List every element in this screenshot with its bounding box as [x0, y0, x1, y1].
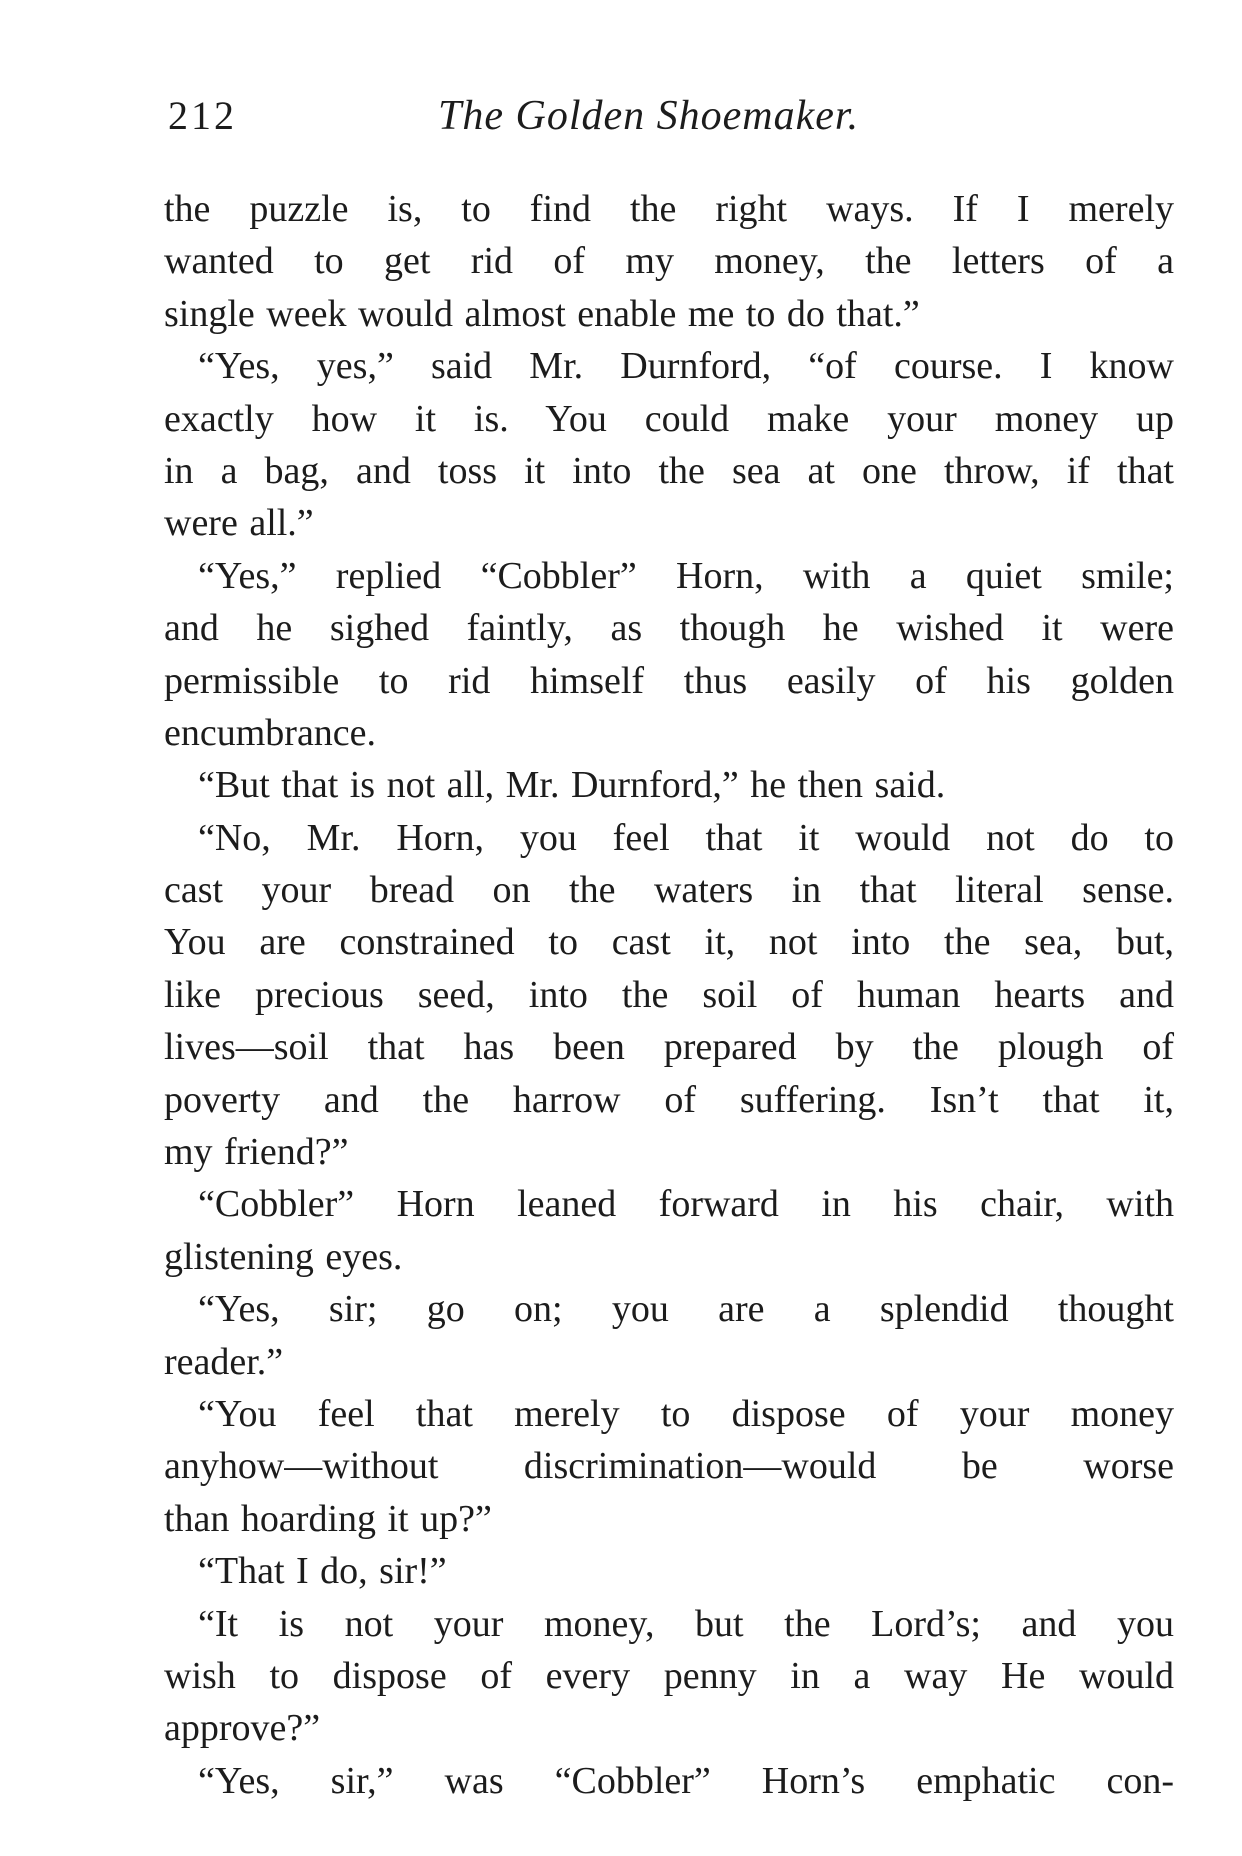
text-line: wanted to get rid of my money, the letters of a — [164, 240, 1174, 283]
text-line: “That I do, sir!” — [198, 1550, 447, 1593]
text-line: in a bag, and toss it into the sea at one throw, if that — [164, 449, 1174, 492]
page-header — [168, 92, 1168, 152]
text-line: lives—soil that has been prepared by the plough of — [164, 1026, 1174, 1069]
text-line: approve?” — [164, 1707, 321, 1750]
text-line: cast your bread on the waters in that literal sense. — [164, 869, 1174, 912]
text-line: single week would almost enable me to do that.” — [164, 292, 920, 335]
text-line: reader.” — [164, 1340, 284, 1383]
text-line: glistening eyes. — [164, 1235, 403, 1278]
text-line: exactly how it is. You could make your money up — [164, 397, 1174, 440]
text-line: like precious seed, into the soil of human hearts and — [164, 973, 1174, 1016]
page-number: 212 — [168, 93, 237, 138]
text-line: “Cobbler” Horn leaned forward in his chair, with — [198, 1183, 1174, 1226]
text-line: “Yes,” replied “Cobbler” Horn, with a quiet smile; — [198, 554, 1174, 597]
text-line: the puzzle is, to find the right ways. If I merely — [164, 188, 1174, 230]
text-line: poverty and the harrow of suffering. Isn’t that it, — [164, 1078, 1174, 1121]
text-line: permissible to rid himself thus easily of his golden — [164, 659, 1174, 702]
text-line: wish to dispose of every penny in a way He would — [164, 1654, 1174, 1697]
text-line: than hoarding it up?” — [164, 1497, 492, 1540]
text-line: my friend?” — [164, 1131, 349, 1174]
body-text — [164, 183, 1174, 1807]
text-line: “You feel that merely to dispose of your money — [198, 1392, 1174, 1435]
text-line: “Yes, sir; go on; you are a splendid thought — [198, 1288, 1174, 1331]
text-line: anyhow—without discrimination—would be worse — [164, 1445, 1174, 1488]
running-title: The Golden Shoemaker. — [438, 93, 860, 139]
text-line: “But that is not all, Mr. Durnford,” he then said. — [198, 764, 946, 807]
text-line: were all.” — [164, 502, 314, 545]
text-line: “Yes, yes,” said Mr. Durnford, “of course. I know — [198, 345, 1174, 388]
text-line: encumbrance. — [164, 711, 377, 754]
text-line: You are constrained to cast it, not into the sea, but, — [164, 921, 1174, 964]
text-line: and he sighed faintly, as though he wished it were — [164, 607, 1174, 650]
text-line: “No, Mr. Horn, you feel that it would not do to — [198, 816, 1174, 859]
text-line: “Yes, sir,” was “Cobbler” Horn’s emphatic con- — [198, 1759, 1174, 1802]
text-line: “It is not your money, but the Lord’s; and you — [198, 1602, 1174, 1645]
